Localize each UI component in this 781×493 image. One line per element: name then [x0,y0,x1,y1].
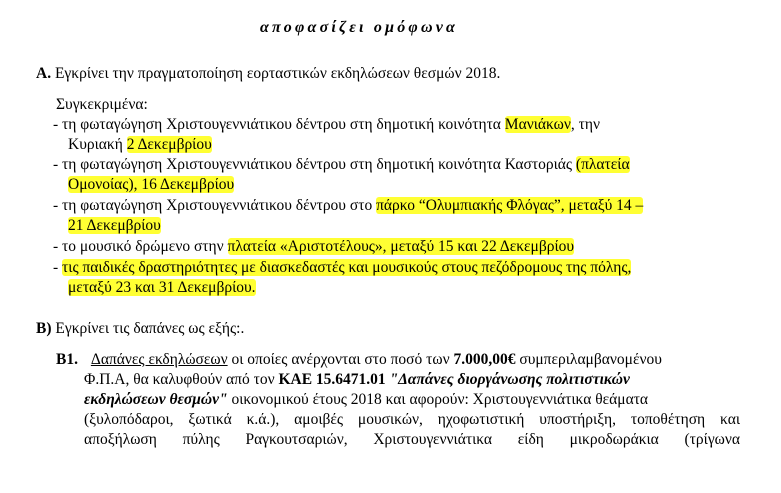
b1-kae-title: εκδηλώσεων θεσμών" [84,391,228,408]
highlighted-text: πλατεία «Αριστοτέλους», μεταξύ 15 και 22 Δεκεμβρίου [227,238,575,255]
list-item-continuation [68,278,256,298]
b1-expenses-title: Δαπάνες εκδηλώσεων [90,351,228,368]
list-dash: - [53,116,63,133]
b1-text: οι οποίες ανέρχονται στο ποσό των [227,351,454,368]
b1-kae-code: ΚΑΕ 15.6471.01 [278,371,386,388]
item-text: τη φωταγώγηση Χριστουγεννιάτικου δέντρου στη δημοτική κοινότητα [62,116,501,133]
highlighted-text: 21 Δεκεμβρίου [68,217,161,234]
list-item-continuation [68,135,212,155]
item-text: Κυριακή [68,136,127,153]
b1-text: Φ.Π.Α, θα καλυφθούν από τον [84,371,279,388]
section-a-heading [36,64,500,84]
list-item-continuation [68,175,234,195]
section-a-intro: Συγκεκριμένα: [56,96,148,113]
list-dash: - [53,259,63,276]
highlighted-text: (πλατεία [575,156,630,173]
item-text: τη φωταγώγηση Χριστουγεννιάτικου δέντρου στη δημοτική κοινότητα Καστοριάς [62,156,573,173]
section-a-text: Εγκρίνει την πραγματοποίηση εορταστικών εκδηλώσεων θεσμών 2018. [54,65,501,82]
list-item-continuation [68,216,161,236]
section-b-marker: Β) [36,320,52,337]
list-item [53,155,630,175]
b1-text: συμπεριλαμβανομένου [515,351,662,368]
item-text: , την [570,116,600,133]
list-item [53,258,631,278]
highlighted-text: 2 Δεκεμβρίου [126,136,212,153]
item-text: τη φωταγώγηση Χριστουγεννιάτικου δέντρου στο [62,197,373,214]
list-dash: - [53,156,63,173]
highlighted-text: τις παιδικές δραστηριότητες με διασκεδαστές και μουσικούς στους πεζόδρομους της πόλης, [62,259,632,276]
b1-line-5: αποξήλωση πύλης Ραγκουτσαριών, Χριστουγεννιάτικα είδη μικροδωράκια (τρίγωνα [84,431,740,448]
list-item [53,237,574,257]
decision-title: αποφασίζει ομόφωνα [260,19,459,36]
highlighted-text: Ομονοίας), 16 Δεκεμβρίου [68,176,235,193]
highlighted-text: μεταξύ 23 και 31 Δεκεμβρίου. [68,279,256,296]
b1-text: οικονομικού έτους 2018 και αφορούν: Χριστουγεννιάτικα θεάματα [227,391,649,408]
b1-amount: 7.000,00€ [453,351,516,368]
section-b-heading [36,319,244,339]
b1-line-4: (ξυλοπόδαροι, ξωτικά κ.ά.), αμοιβές μουσικών, ηχοφωτιστική υποστήριξη, τοποθέτηση και [84,411,740,428]
b1-line-2 [84,370,630,390]
b1-line-1 [56,350,662,370]
section-b-text: Εγκρίνει τις δαπάνες ως εξής:. [55,320,245,337]
highlighted-text: Μανιάκων [504,116,571,133]
b1-kae-title: "Δαπάνες διοργάνωσης πολιτιστικών [385,371,630,388]
list-item [53,115,600,135]
list-dash: - [53,197,63,214]
item-text: το μουσικό δρώμενο στην [62,238,224,255]
b1-line-3 [84,390,648,410]
highlighted-text: πάρκο “Ολυμπιακής Φλόγας”, μεταξύ 14 – [376,197,644,214]
list-item [53,196,643,216]
b1-label: Β1. [56,351,78,368]
section-a-marker: Α. [36,65,52,82]
list-dash: - [53,238,63,255]
